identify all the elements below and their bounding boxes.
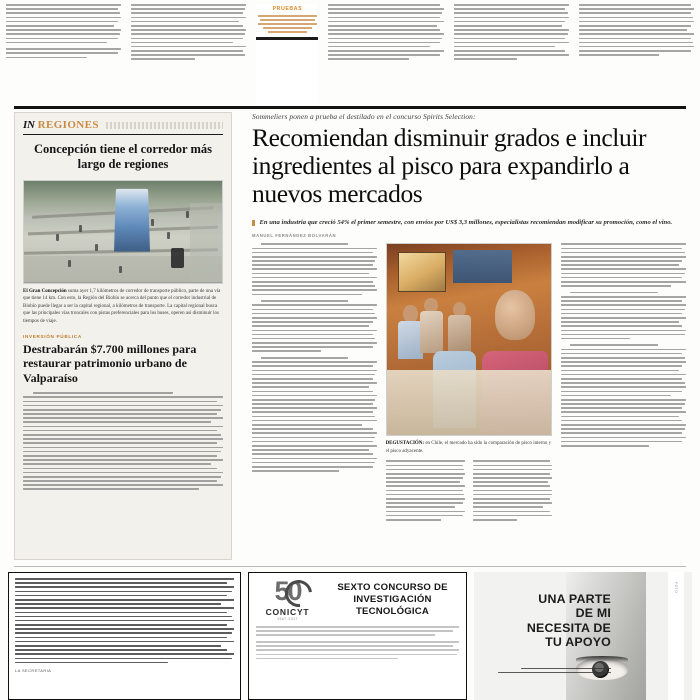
paragraph	[328, 4, 443, 60]
article-byline: MANUEL FERNÁNDEZ BOLVARÁN	[252, 233, 337, 239]
paragraph	[252, 357, 377, 472]
paragraph	[6, 4, 121, 43]
article-column-3	[561, 243, 686, 525]
paragraph	[473, 460, 552, 520]
valparaiso-headline: Destrabarán $7.700 millones para restaurar patrimonio urbano de Valparaíso	[23, 342, 197, 385]
conicyt-org-years: 1967-2017	[277, 617, 298, 621]
sub-columns	[386, 460, 553, 525]
apoyo-line-3: NECESITA DE	[526, 620, 611, 635]
article-bajada	[252, 218, 686, 228]
masthead-rule	[106, 122, 223, 129]
bajada-text: En una industria que creció 54% el primer semestre, con envíos por US$ 3,3 millones, especialistas recomiendan modificar su promoción, como el vino.	[259, 219, 673, 227]
ads-divider-rule	[14, 566, 686, 567]
tasting-table	[387, 370, 552, 435]
eyelash	[576, 656, 628, 662]
tasting-photo-caption	[386, 440, 553, 455]
article-headline: Recomiendan disminuir grados e incluir ingredientes al pisco para expandirlo a nuevos mercados	[252, 123, 647, 209]
section-masthead	[23, 119, 223, 135]
sub-column-a	[386, 460, 465, 525]
conicyt-body-1	[256, 626, 459, 636]
continuation-column-5	[579, 4, 694, 108]
projection-screen	[398, 252, 446, 292]
paragraph	[454, 4, 569, 60]
regions-headline: Concepción tiene el corredor más largo de regiones	[34, 142, 212, 171]
train-corridor-photo	[23, 180, 223, 284]
bajada-accent-bar	[252, 220, 255, 226]
pruebas-box	[256, 4, 318, 108]
conicyt-ad	[248, 572, 467, 700]
top-continuation-strip	[0, 0, 700, 108]
legal-notice-body	[15, 578, 234, 663]
conicyt-body-2	[256, 641, 459, 659]
platform-bin	[171, 248, 184, 268]
caption-lead: DEGUSTACIÓN:	[385, 441, 425, 447]
taster-head	[495, 290, 535, 340]
paragraph	[131, 4, 246, 60]
photo-credit: FOTO	[674, 582, 678, 594]
train-photo-caption	[23, 288, 223, 326]
article-column-2	[386, 243, 553, 525]
pruebas-title: PRUEBAS	[272, 6, 303, 12]
section-name: REGIONES	[37, 119, 99, 131]
bottom-ads-strip	[0, 572, 700, 700]
event-banner	[453, 250, 512, 282]
apoyo-line-4: TU APOYO	[545, 635, 611, 650]
article-overline: Sommeliers ponen a prueba el destilado en el concurso Spirits Selection:	[252, 112, 476, 121]
paragraph	[561, 344, 686, 446]
inversion-publica-kicker: INVERSIÓN PÚBLICA	[23, 334, 82, 339]
continuation-column-1	[6, 4, 121, 108]
article-column-1	[252, 243, 377, 525]
top-divider-rule	[14, 106, 686, 109]
continuation-column-4	[454, 4, 569, 108]
paragraph	[561, 292, 686, 340]
caption-text: en Chile, el mercado ha sido la comparación de pisco interno y el pisco adyacente.	[385, 441, 552, 454]
paragraph	[386, 460, 465, 520]
anniversary-number: 50	[274, 579, 300, 603]
pruebas-rule	[256, 37, 318, 40]
section-prefix: IN	[23, 119, 35, 131]
paragraph	[252, 243, 377, 295]
paragraph	[6, 48, 121, 58]
apoyo-subtext	[483, 668, 611, 676]
paragraph	[252, 300, 377, 352]
apoyo-line-2: DE MI	[575, 606, 611, 621]
apoyo-line-1: UNA PARTE	[538, 592, 611, 606]
apoyo-headline	[483, 592, 611, 650]
sub-column-b	[473, 460, 552, 525]
apoyo-campaign-ad	[474, 572, 692, 700]
caption-lead: El Gran Concepción	[23, 288, 67, 294]
article-columns	[252, 243, 686, 525]
paragraph	[579, 4, 694, 56]
conicyt-contest-title: SEXTO CONCURSO DE INVESTIGACIÓN TECNOLÓGICA	[337, 581, 448, 618]
tasting-photo	[386, 243, 553, 436]
conicyt-org-name: CONICYT	[265, 607, 310, 617]
main-article	[252, 112, 686, 526]
conicyt-header	[256, 576, 459, 621]
legal-notice-signature: LA SECRETARIA	[15, 668, 52, 674]
legal-notice-ad	[8, 572, 241, 700]
continuation-column-3	[328, 4, 443, 108]
valparaiso-body	[23, 392, 223, 490]
caption-text: suma ayer 1,7 kilómetros de corredor de transporte público, parte de una vía que tiene 14 km. Con esto, la Región del Biobío se acerca del punto que el corredor industrial de Biobío puede llegar a ser la capital regional, a kilómetros de transporte. La capital regional busca que las principales vías troncales con pistas preferenciales para los buses, operen así disminuir los tiempos de viaje.	[23, 288, 221, 324]
train-vehicle	[114, 188, 150, 251]
conicyt-logo	[256, 576, 319, 621]
in-regiones-section	[14, 112, 232, 560]
continuation-column-2	[131, 4, 246, 108]
paragraph	[561, 243, 686, 286]
